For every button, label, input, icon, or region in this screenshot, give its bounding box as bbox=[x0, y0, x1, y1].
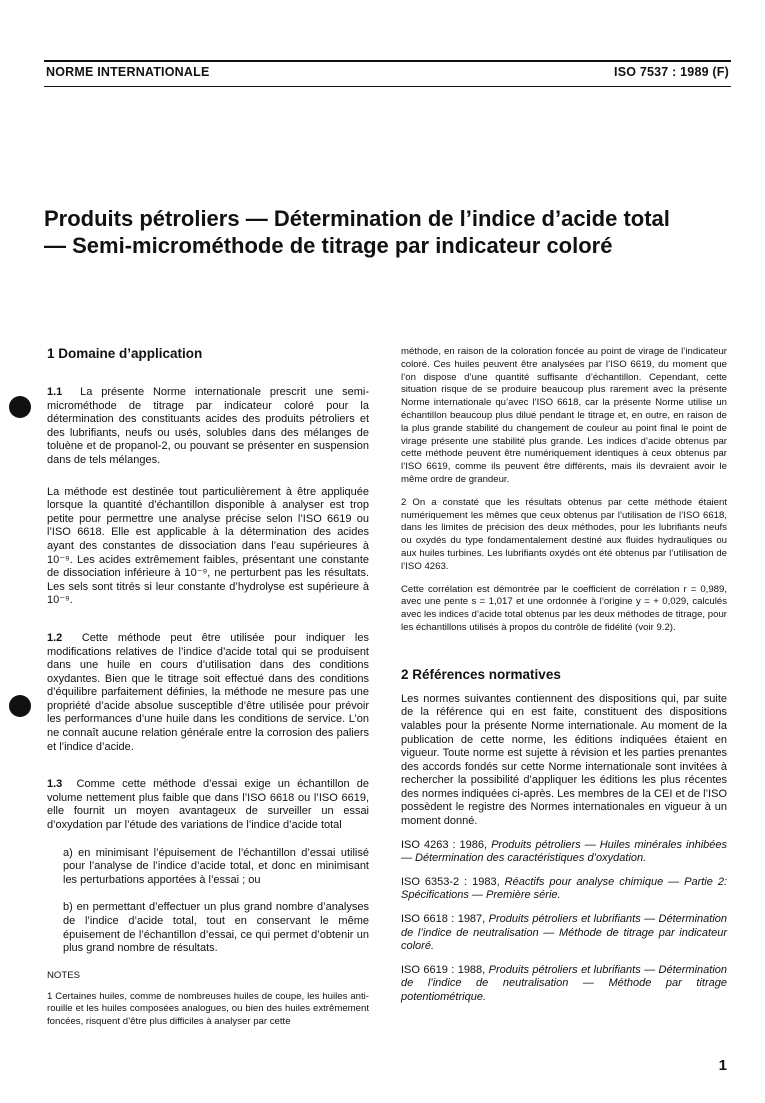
clause-1-1-number: 1.1 bbox=[47, 386, 63, 398]
clause-1-1 bbox=[47, 386, 369, 468]
section-1-heading: 1 Domaine d’application bbox=[47, 346, 203, 361]
margin-bullet-2 bbox=[9, 695, 31, 717]
reference-iso-4263 bbox=[401, 839, 727, 866]
clause-1-2 bbox=[47, 632, 369, 754]
header-left: NORME INTERNATIONALE bbox=[46, 65, 210, 79]
notes-label: NOTES bbox=[47, 969, 81, 981]
reference-code: ISO 4263 : 1986, bbox=[401, 838, 488, 851]
running-header bbox=[44, 60, 731, 87]
reference-code: ISO 6353-2 : 1983, bbox=[401, 875, 500, 888]
reference-title: Produits pétroliers et lubrifiants — Détermination de l’indice de neutralisation — Méthode de titrage par indicateur coloré. bbox=[401, 913, 728, 953]
reference-iso-6618 bbox=[401, 913, 727, 954]
clause-1-2-number: 1.2 bbox=[47, 631, 63, 644]
section-2-heading: 2 Références normatives bbox=[401, 666, 561, 682]
list-item-a: a) en minimisant l’épuisement de l’échantillon d’essai utilisé pour l’analyse de l’indice d’acide total, et donc en minimisant les perturbations apportées à l’essai ; ou bbox=[63, 846, 369, 886]
note-1-continued: méthode, en raison de la coloration foncée au point de virage de l’indicateur coloré. Ces huiles peuvent être analysées par l’ISO 6619, du moment que l’on dispose d’une quantité suffisante d’échantillon. Cependant, cette situation risque de se produire beaucoup plus rarement avec la présente Norme internationale qu’avec l’ISO 6618, car la présente Norme utilise un échantillon beaucoup plus dilué pendant le titrage et, en outre, en raison de la plus grande stabilité du changement de couleur au point final le point de virage présente une stabilité plus grande. Les indices d’acide obtenus par cette méthode peuvent être numériquement identiques à ceux obtenus par l’ISO 6619, comme ils peuvent être différents, mais ils devraient avoir le même ordre de grandeur. bbox=[401, 346, 727, 485]
clause-1-3 bbox=[47, 778, 369, 832]
clause-1-3-text: Comme cette méthode d’essai exige un échantillon de volume nettement plus faible que dans l’ISO 6618 ou l’ISO 6619, elle fournit un moyen avantageux de surveiller un essai d’oxydation par l’étude des variations de l’indice d’acide total bbox=[47, 778, 369, 832]
clause-1-2-text: Cette méthode peut être utilisée pour indiquer les modifications relatives de l’indice d’acide total qui se produisent dans une huile en cours d’utilisation dans des conditions oxydantes. Bien que le titrage soit effectué dans des conditions d’équilibre parfaitement définies, la méthode ne mesure pas une propriété d’acide absolue susceptible d’être utilisée pour prévoir les performances d’une huile dans les conditions de service. L’on ne connaît aucune relation générale entre la corrosion des paliers et l’indice d’acide. bbox=[47, 631, 369, 753]
list-item-b: b) en permettant d’effectuer un plus grand nombre d’analyses de l’indice d’acide total, tout en conservant le même épuisement de l’échantillon d’essai, ce qui permet d’obtenir un plus grand nombre de résultats. bbox=[63, 901, 369, 955]
reference-code: ISO 6619 : 1988, bbox=[401, 963, 486, 976]
note-2: 2 On a constaté que les résultats obtenus par cette méthode étaient numériquement les mêmes que ceux obtenus par l’utilisation de l’ISO 6618, dans les limites de précision des deux méthodes, pour les lubrifiants neufs ou oxydés du type fondamentalement destiné aux fluides hydrauliques ou aux huiles turbines. Les lubrifiants oxydés ont été obtenus par l’utilisation de l’ISO 4263. bbox=[401, 496, 727, 572]
reference-iso-6353-2 bbox=[401, 876, 727, 903]
reference-code: ISO 6618 : 1987, bbox=[401, 913, 486, 926]
reference-title: Produits pétroliers et lubrifiants — Détermination de l’indice de neutralisation — Méthode par titrage potentiométrique. bbox=[401, 963, 728, 1004]
clause-1-1-para-2: La méthode est destinée tout particulièrement à être appliquée lorsque la quantité d’échantillon disponible à analyser est trop petite pour permettre une analyse précise selon l’ISO 6619 ou l’ISO 6618. Elle est applicable à la détermination des acides ayant des constantes de dissociation dans l’eau supérieures à 10⁻⁹. Les acides extrêmement faibles, présentant une constante de dissociation inférieure à 10⁻⁹, ne perturbent pas les résultats. Les sels sont titrés si leur constante d’hydrolyse est supérieure à 10⁻⁹. bbox=[47, 485, 369, 607]
note-1: 1 Certaines huiles, comme de nombreuses huiles de coupe, les huiles anti-rouille et les huiles composées analogues, ou bien des huiles extrêmement foncées, risquent d’être plus difficiles à analyser par cette bbox=[47, 990, 369, 1028]
margin-bullet-1 bbox=[9, 396, 31, 418]
clause-1-1-text: La présente Norme internationale prescrit une semi-microméthode de titrage par indicateur coloré pour la détermination des constituants acides des produits pétroliers et des lubrifiants, neufs ou usés, solubles dans des mélanges de toluène et de propanol-2, ou pouvant se présenter en suspension dans de tels mélanges. bbox=[47, 386, 369, 466]
reference-iso-6619 bbox=[401, 964, 727, 1005]
reference-title: Produits pétroliers — Huiles minérales inhibées — Détermination des caractéristiques d’oxydation. bbox=[401, 838, 728, 865]
clause-1-3-number: 1.3 bbox=[47, 778, 63, 791]
reference-title: Réactifs pour analyse chimique — Partie 2: Spécifications — Première série. bbox=[401, 875, 728, 902]
page-number: 1 bbox=[718, 1057, 727, 1074]
document-title: Produits pétroliers — Détermination de l’indice d’acide total — Semi-microméthode de titrage par indicateur coloré bbox=[44, 206, 670, 258]
header-right: ISO 7537 : 1989 (F) bbox=[614, 65, 729, 79]
section-2-paragraph: Les normes suivantes contiennent des dispositions qui, par suite de la référence qui en est faite, constituent des dispositions valables pour la présente Norme internationale. Au moment de la publication de cette norme, les éditions indiquées étaient en vigueur. Toute norme est sujette à révision et les parties prenantes des accords fondés sur cette Norme internationale sont invitées à rechercher la possibilité d’appliquer les éditions les plus récentes des normes indiquées ci-après. Les membres de la CEI et de l’ISO possèdent le registre des Normes internationales en vigueur à un moment donné. bbox=[401, 692, 727, 828]
right-column bbox=[401, 346, 727, 1005]
left-column bbox=[47, 346, 369, 1029]
correlation-paragraph: Cette corrélation est démontrée par le coefficient de corrélation r = 0,989, avec une pente s = 1,017 et une ordonnée à l’origine y = + 0,029, calculés avec les indices d’acide total obtenus par les deux méthodes de titrage, pour les échantillons utilisés à propos du contrôle de fidélité (voir 9.2). bbox=[401, 583, 727, 633]
